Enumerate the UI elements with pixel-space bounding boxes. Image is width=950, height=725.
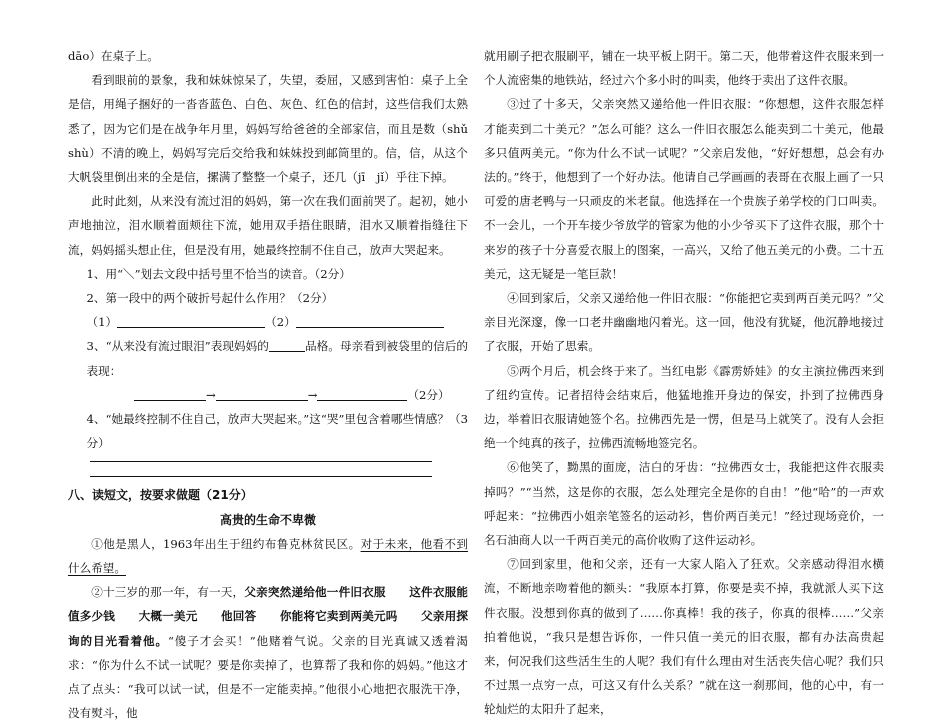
answer-label-1: （1） bbox=[86, 315, 118, 330]
paragraph-6: ⑥他笑了，黝黑的面庞，洁白的牙齿：“拉佛西女士，我能把这件衣服卖掉吗？”“当然，这是你的衣服，怎么处理完全是你的自由！”他“哈”的一声欢呼起来：“拉佛西小姐亲笔签名的运动衫，售价两百美元！”经过现场竞价，一名石油商人以一千两百美元的高价收购了这件运动衫。 bbox=[484, 460, 884, 548]
paragraph-7: ⑦回到家里，他和父亲，还有一大家人陷入了狂欢。父亲感动得泪水横流，不断地亲吻着他的额头：“我原本打算，你要是卖不掉，我就派人买下这件衣服。没想到你真的做到了……你真棒！我的孩子，你真的很棒……”父亲拍着他说，“我只是想告诉你，一件只值一美元的旧衣服，都有办法高贵起来，何况我们这些活生生的人呢？我们有什么理由对生活丧失信心呢？我们只不过黑一点穷一点，可这又有什么关系？”就在这一刹那间，他的心中，有一轮灿烂的太阳升了起来， bbox=[484, 557, 884, 717]
bold-punctuation-exercise: 父亲突然递给他一件旧衣服 这件衣服能值多少钱 大概一美元 他回答 你能将它卖到两美元吗 父亲用探询的目光看着他。 bbox=[68, 585, 468, 648]
question-3-text-a: 3、“从来没有流过眼泪”表现妈妈的 bbox=[86, 339, 269, 354]
answer-blank-step-3[interactable] bbox=[317, 387, 407, 401]
arrow-icon: → bbox=[206, 387, 216, 402]
paragraph-2-text: ②十三岁的那一年，有一天， bbox=[91, 585, 245, 600]
right-column bbox=[484, 44, 884, 722]
paragraph-2-continued: “傻子才会买！”他赌着气说。父亲的目光真诚又透着渴求：“你为什么不试一试呢？要是你卖掉了，也算帮了我和你的妈妈。”他这才点了点头：“我可以试一试，但是不一定能卖掉。”他很小心地把衣服洗干净，没有熨斗，他 bbox=[68, 633, 468, 721]
paragraph-1-text: ①他是黑人，1963年出生于纽约布鲁克林贫民区。 bbox=[91, 536, 361, 551]
paragraph-letters: 看到眼前的景象，我和妹妹惊呆了，失望，委屈，又感到害怕：桌子上全是信，用绳子捆好的一沓沓蓝色、白色、灰色、红色的信封，这些信我们太熟悉了，因为它们是在战争年月里，妈妈写给爸爸的全部家信，而且是数（shǔ shù）不清的晚上，妈妈写完后交给我和妹妹投到邮筒里的。信，信，从这个大帆袋里倒出来的全是信，摞满了整整一个桌子，还几（jī jǐ）乎往下掉。 bbox=[68, 73, 480, 185]
question-2: 2、第一段中的两个破折号起什么作用？（2分） bbox=[86, 291, 334, 306]
paragraph-fragment: dāo）在桌子上。 bbox=[68, 49, 159, 63]
question-3 bbox=[68, 334, 468, 382]
paragraph-4: ④回到家后，父亲又递给他一件旧衣服：“你能把它卖到两百美元吗？”父亲目光深邃，像一口老井幽幽地闪着光。这一回，他没有犹疑，他沉静地接过了衣服，开始了思索。 bbox=[484, 291, 884, 354]
answer-line-1[interactable] bbox=[90, 461, 432, 462]
question-3-score: （2分） bbox=[407, 387, 450, 402]
answer-blank-2[interactable] bbox=[296, 314, 444, 328]
arrow-icon: → bbox=[307, 387, 318, 402]
answer-blank-1[interactable] bbox=[117, 314, 265, 328]
paragraph-3: ③过了十多天，父亲突然又递给他一件旧衣服：“你想想，这件衣服怎样才能卖到二十美元？”怎么可能？这么一件旧衣服怎么能卖到二十美元，他最多只值两美元。“你为什么不试一试呢？”父亲启发他，“好好想想，总会有办法的。”终于，他想到了一个好办法。他请自己学画画的表哥在衣服上画了一只可爱的唐老鸭与一只顽皮的米老鼠。他选择在一个贵族子弟学校的门口叫卖。不一会儿，一个开车接少爷放学的管家为他的小少爷买下了这件衣服，那个十来岁的孩子十分喜爱衣服上的图案，一高兴，又给了他五美元的小费。二十五美元，这无疑是一笔巨款！ bbox=[484, 97, 884, 281]
paragraph-2-end: 就用刷子把衣服刷平，铺在一块平板上阴干。第二天，他带着这件衣服来到一个人流密集的地铁站，经过六个多小时的叫卖，他终于卖出了这件衣服。 bbox=[484, 49, 884, 88]
question-1: 1、用“＼”划去文段中括号里不恰当的读音。（2分） bbox=[86, 266, 351, 281]
question-3-chain bbox=[68, 383, 468, 407]
answer-label-2: （2） bbox=[265, 315, 296, 330]
article-title: 高贵的生命不卑微 bbox=[219, 512, 316, 527]
left-column bbox=[68, 44, 480, 725]
paragraph-2 bbox=[68, 580, 468, 725]
underlined-sentence: 对于未来，他看不到什么希望。 bbox=[68, 536, 468, 576]
paragraph-5: ⑤两个月后，机会终于来了。当红电影《霹雳娇娃》的女主演拉佛西来到了纽约宣传。记者招待会结束后，他猛地推开身边的保安，扑到了拉佛西身边，举着旧衣服请她签个名。拉佛西先是一愣，但是马上就笑了。没有人会拒绝一个纯真的孩子，拉佛西流畅地签完名。 bbox=[484, 363, 884, 451]
question-3-text-b: 品格。母亲看到被袋里的信后的表现： bbox=[86, 339, 468, 378]
paragraph-1 bbox=[68, 532, 468, 580]
answer-blank-step-1[interactable] bbox=[134, 387, 206, 401]
answer-blank-character[interactable] bbox=[269, 338, 305, 352]
answer-line-2[interactable] bbox=[90, 476, 432, 477]
answer-blank-step-2[interactable] bbox=[216, 387, 308, 401]
question-4: 4、“她最终控制不住自己，放声大哭起来。”这“哭”里包含着哪些情感？（3分） bbox=[86, 412, 468, 451]
question-2-answers bbox=[68, 310, 468, 334]
section-heading: 八、读短文，按要求做题（21分） bbox=[68, 488, 253, 503]
paragraph-mother-cries: 此时此刻，从来没有流过泪的妈妈，第一次在我们面前哭了。起初，她小声地抽泣，泪水顺着面颊往下流，她用双手捂住眼睛，泪水又顺着指缝往下流，妈妈摇头想止住，但是没有用，她最终控制不住自己，放声大哭起来。 bbox=[68, 194, 468, 257]
